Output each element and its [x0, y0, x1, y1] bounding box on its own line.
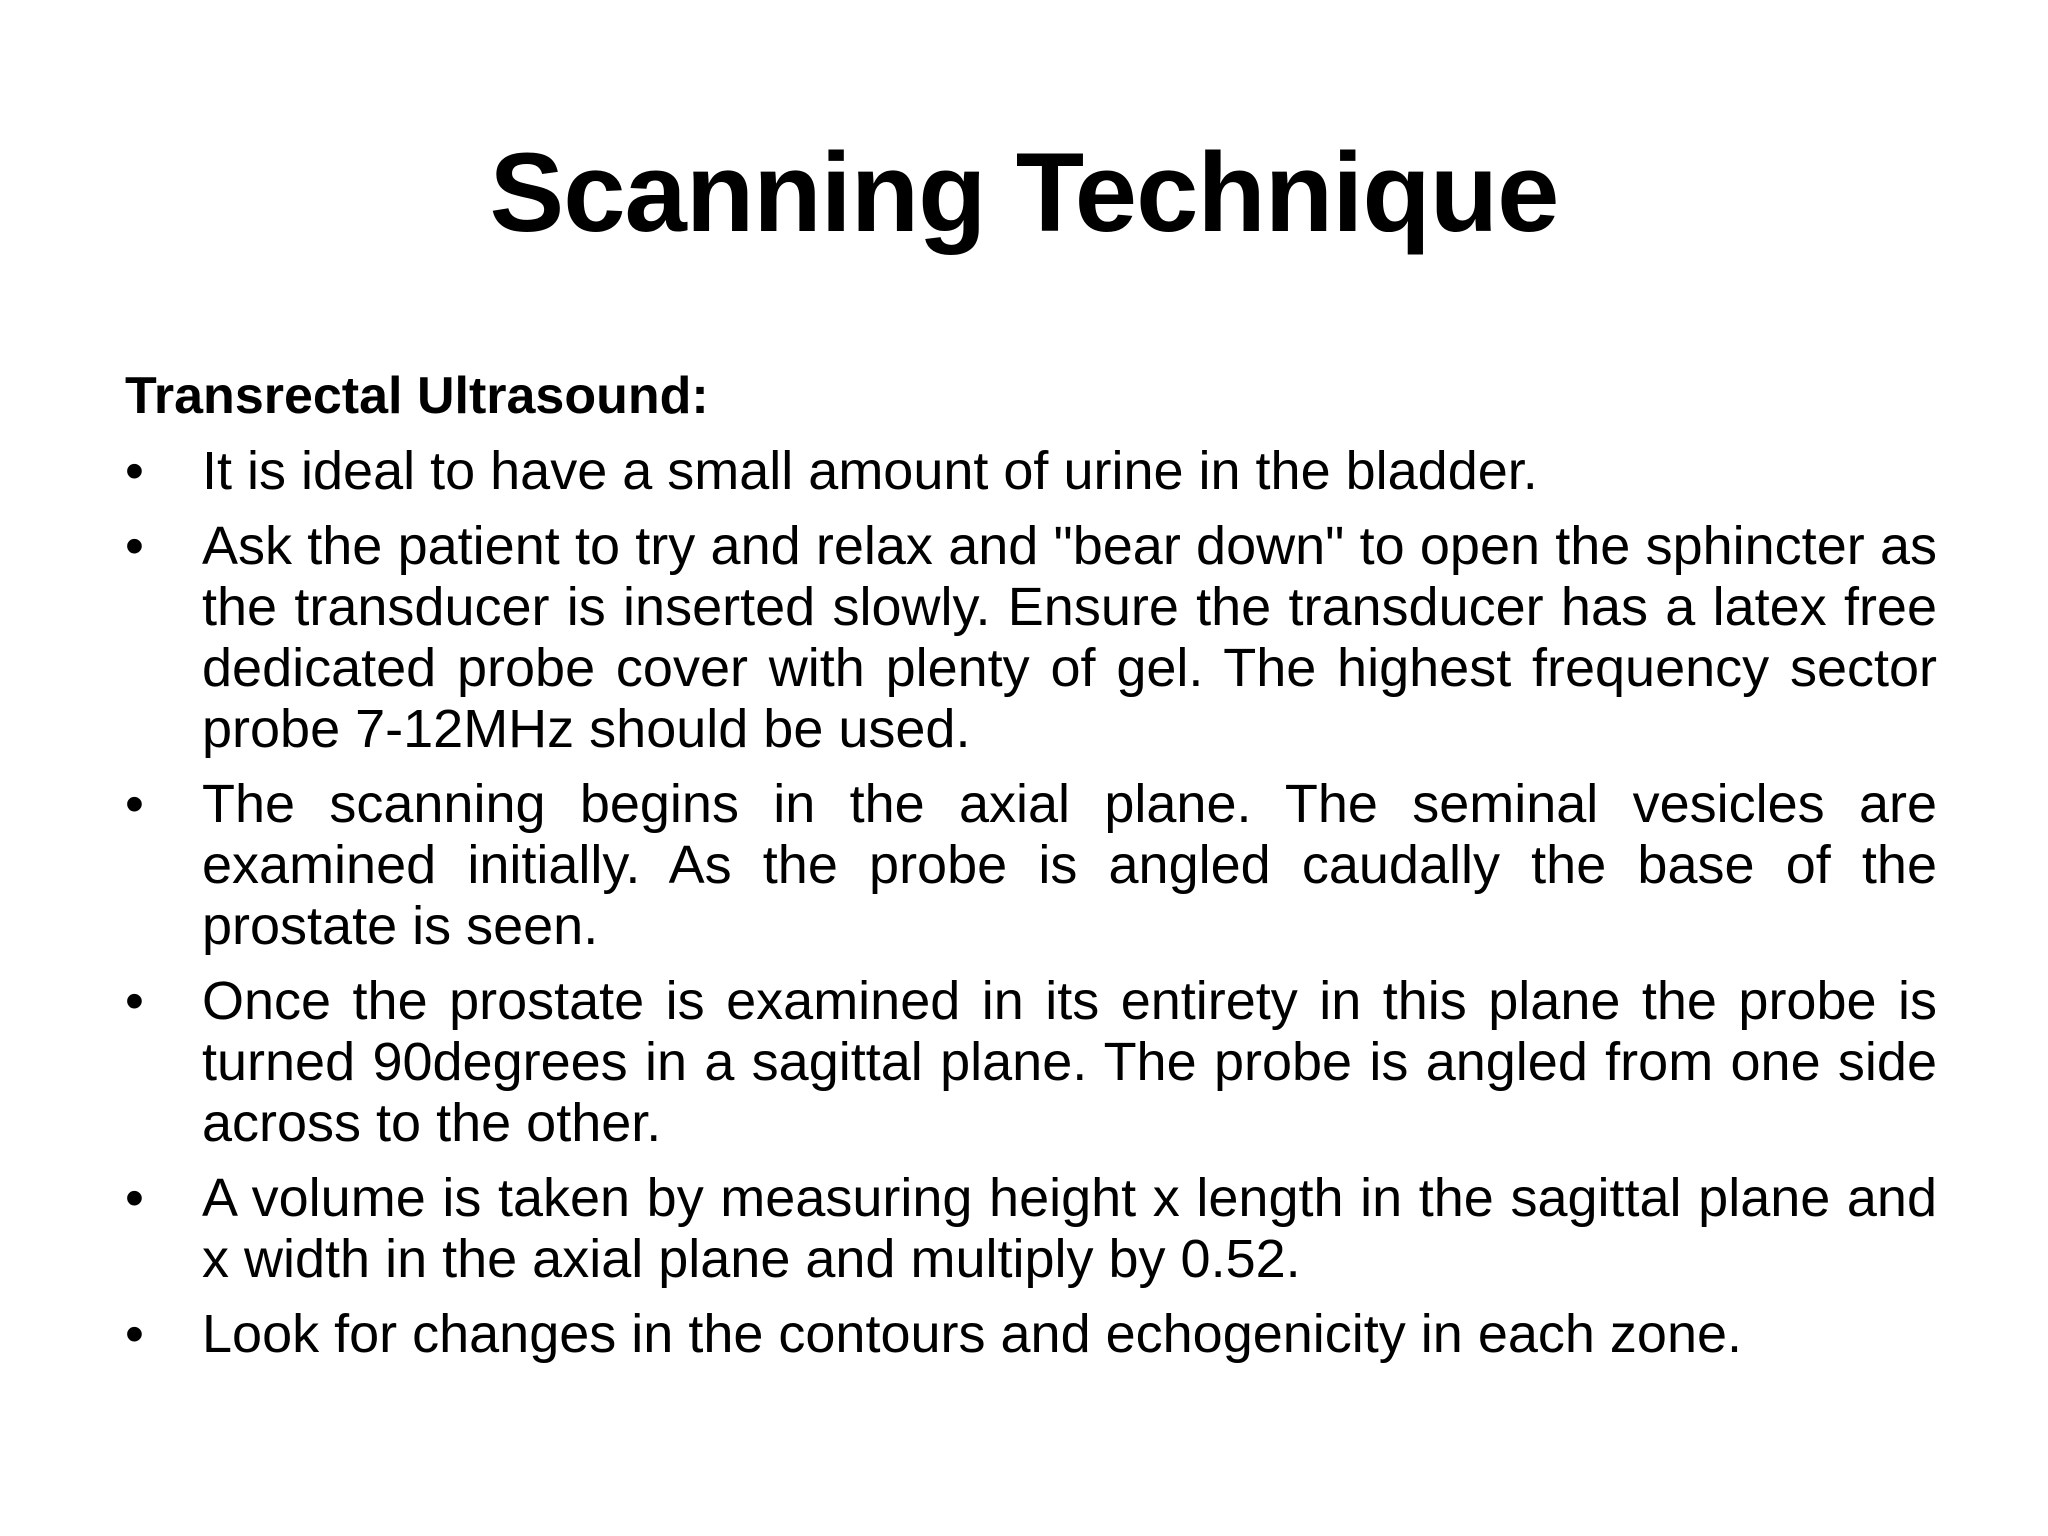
list-item — [125, 1168, 1937, 1290]
bullet-icon: • — [125, 516, 144, 576]
bullet-text: A volume is taken by measuring height x length in the sagittal plane and x width in the axial plane and multiply by 0.52. — [202, 1168, 1937, 1289]
bullet-icon: • — [125, 1168, 144, 1228]
slide-title: Scanning Technique — [489, 130, 1559, 255]
bullet-text: Once the prostate is examined in its entirety in this plane the probe is turned 90degrees in a sagittal plane. The probe is angled from one side across to the other. — [202, 971, 1937, 1153]
bullet-text: It is ideal to have a small amount of urine in the bladder. — [202, 441, 1538, 501]
list-item — [125, 441, 1937, 502]
bullet-icon: • — [125, 441, 144, 501]
slide-content — [125, 366, 1937, 1379]
list-item — [125, 1304, 1937, 1365]
section-heading: Transrectal Ultrasound: — [125, 367, 709, 425]
bullet-text: The scanning begins in the axial plane. The seminal vesicles are examined initially. As the probe is angled caudally the base of the prostate is seen. — [202, 774, 1937, 956]
list-item — [125, 774, 1937, 957]
list-item — [125, 971, 1937, 1154]
bullet-icon: • — [125, 1304, 144, 1364]
bullet-icon: • — [125, 971, 144, 1031]
bullet-text: Look for changes in the contours and echogenicity in each zone. — [202, 1304, 1743, 1364]
bullet-list — [125, 441, 1937, 1365]
bullet-text: Ask the patient to try and relax and "bear down" to open the sphincter as the transducer is inserted slowly. Ensure the transducer has a latex free dedicated probe cover with plenty of gel. The highest frequency sector probe 7-12MHz should be used. — [202, 516, 1937, 759]
bullet-icon: • — [125, 774, 144, 834]
list-item — [125, 516, 1937, 760]
